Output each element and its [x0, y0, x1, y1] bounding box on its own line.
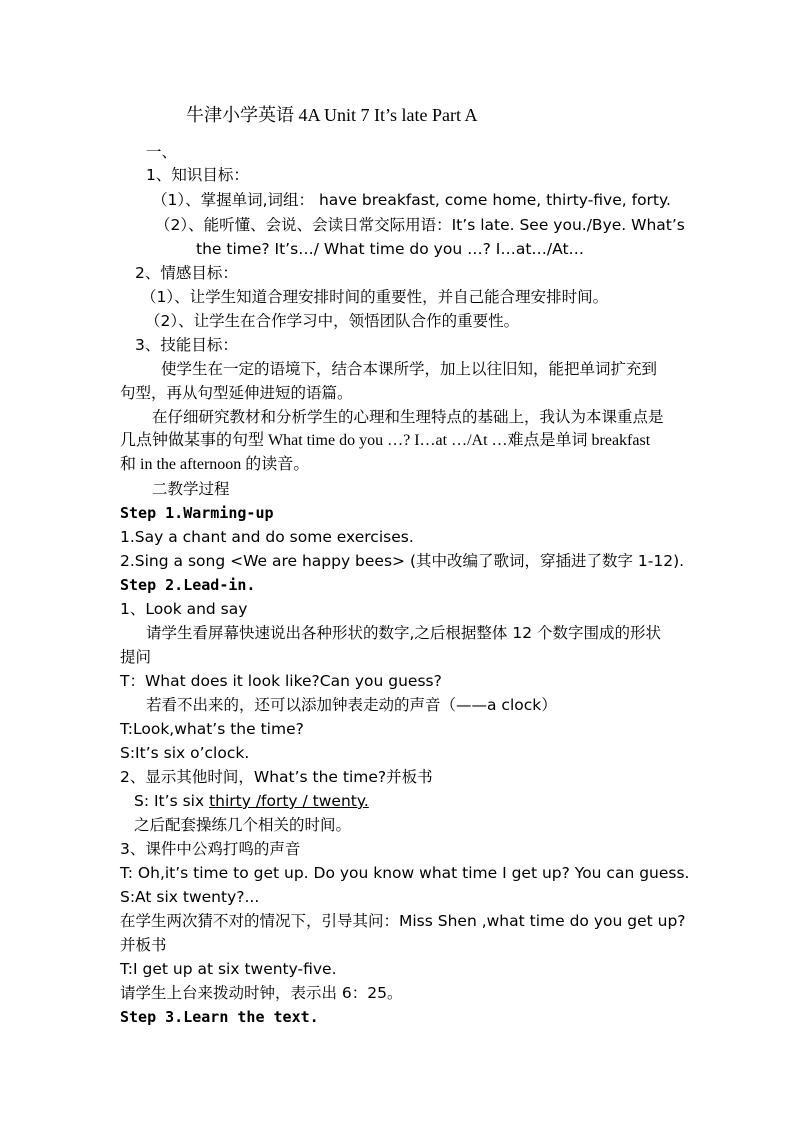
text-line: 使学生在一定的语境下，结合本课所学，加上以往旧知，能把单词扩充到 — [161, 360, 658, 378]
objective-heading: 1、知识目标： — [146, 166, 249, 184]
text-line — [134, 789, 369, 813]
text-line: 请学生看屏幕快速说出各种形状的数字,之后根据整体 12 个数字围成的形状 — [146, 624, 662, 642]
text-line: 和 in the afternoon 的读音。 — [120, 456, 310, 473]
text-line: 1.Say a chant and do some exercises. — [120, 528, 414, 546]
text-line: T:Look,what’s the time? — [120, 720, 304, 738]
step-heading: Step 2.Lead-in. — [120, 576, 256, 594]
step-heading: Step 3.Learn the text. — [120, 1008, 319, 1026]
text-line: 请学生上台来拨动时钟，表示出 6：25。 — [120, 984, 403, 1002]
step-heading: Step 1.Warming-up — [120, 504, 274, 522]
text-line: T: Oh,it’s time to get up. Do you know what time I get up? You can guess. — [120, 864, 690, 882]
underlined-text: thirty /forty / twenty. — [209, 792, 369, 810]
text-line: T:I get up at six twenty-five. — [120, 960, 337, 978]
text-line: S:It’s six o’clock. — [120, 744, 250, 762]
text-line: 提问 — [120, 648, 152, 666]
text-span: S: It’s six — [134, 792, 210, 810]
document-title: 牛津小学英语 4A Unit 7 It’s late Part A — [186, 105, 478, 125]
section-heading: 一、 — [146, 143, 178, 161]
text-line: 并板书 — [120, 936, 167, 954]
text-line: T：What does it look like?Can you guess? — [120, 672, 442, 690]
text-line: 在学生两次猜不对的情况下，引导其问：Miss Shen ,what time do you get up? — [120, 912, 686, 930]
text-line: （1）、让学生知道合理安排时间的重要性，并自己能合理安排时间。 — [141, 288, 609, 306]
text-line: 2、显示其他时间，What’s the time?并板书 — [120, 768, 433, 786]
text-line: （2）、让学生在合作学习中，领悟团队合作的重要性。 — [145, 312, 520, 330]
text-line: 之后配套操练几个相关的时间。 — [134, 816, 352, 834]
text-line: （1）、掌握单词,词组： have breakfast, come home, thirty-five, forty. — [152, 191, 671, 209]
text-line: （2）、能听懂、会说、会读日常交际用语：It’s late. See you./Bye. What’s — [155, 216, 685, 234]
text-line: 1、Look and say — [120, 600, 248, 618]
text-line: the time? It’s…/ What time do you …? I…at…/At… — [196, 240, 585, 258]
text-line: 在仔细研究教材和分析学生的心理和生理特点的基础上，我认为本课重点是 — [152, 408, 664, 426]
objective-heading: 3、技能目标： — [135, 336, 238, 354]
text-line: 2.Sing a song <We are happy bees> (其中改编了歌词，穿插进了数字 1-12). — [120, 552, 685, 570]
text-line: 若看不出来的，还可以添加钟表走动的声音（——a clock） — [146, 696, 557, 714]
text-line: 句型，再从句型延伸进短的语篇。 — [120, 384, 353, 402]
text-line: 几点钟做某事的句型 What time do you …? I…at …/At …难点是单词 breakfast — [120, 432, 651, 449]
section-heading: 二教学过程 — [152, 480, 230, 498]
text-line: S:At six twenty?... — [120, 888, 260, 906]
objective-heading: 2、情感目标： — [135, 264, 238, 282]
text-line: 3、课件中公鸡打鸣的声音 — [120, 840, 301, 858]
